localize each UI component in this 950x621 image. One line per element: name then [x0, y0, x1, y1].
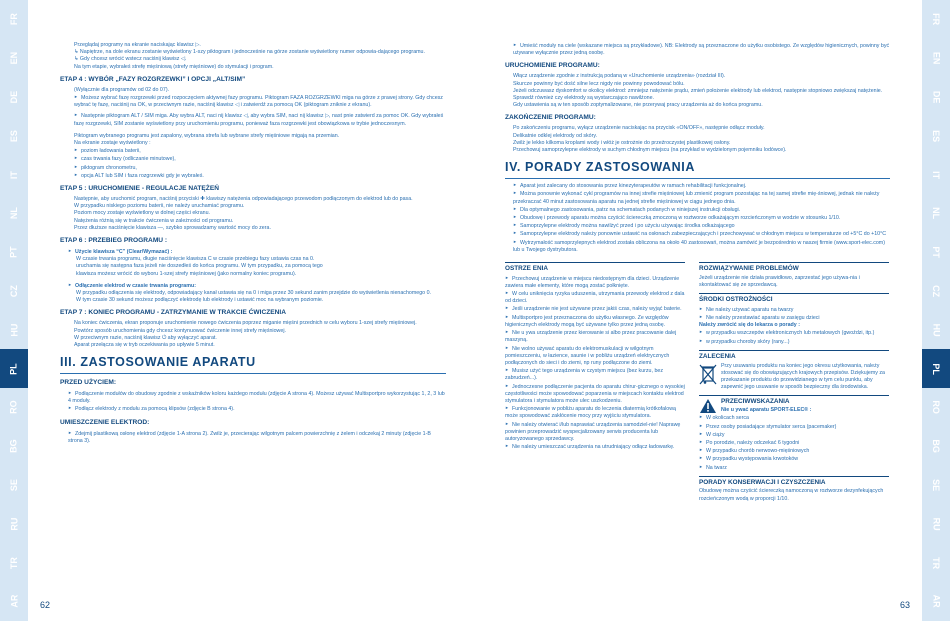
language-tab-tr[interactable]	[922, 543, 950, 582]
list-item: ► Nie należy umieszczać urządzenia na utrudniający odłącz ładowarkę.	[505, 443, 685, 451]
run-heading: URUCHOMIENIE PROGRAMU:	[505, 62, 600, 70]
run-line: Gdy ustawienia są w ten sposób zoptymalizowane, nie przerywaj pracy urządzenia aż do końca programu.	[513, 102, 763, 109]
section4-heading: IV. PORADY ZASTOSOWANIA	[505, 159, 890, 179]
list-item: ► Nie u ywa urządzenie przez kierowanie si albo przez pracowanie dalej maszyną.	[505, 329, 685, 344]
language-tab-label: AR	[8, 595, 19, 609]
language-tab-es[interactable]	[922, 116, 950, 155]
step5-line: W przypadku niskiego poziomu baterii, nie należy uruchamiać programu.	[74, 203, 245, 210]
end-line: Delikatnie odklej elektrody od skóry.	[513, 132, 598, 139]
list-item: ► Aparat jest zalecany do stosowania przez kinezyterapeutów w ramach rehabilitacji funkcjonalnej.	[513, 182, 890, 190]
end-line: Po zakończeniu programu, wyłącz urządzenie naciskając na przycisk «ON/OFF», następnie odłącz moduły.	[513, 125, 765, 132]
language-tab-es[interactable]	[0, 116, 28, 155]
language-tab-label: BG	[931, 439, 942, 454]
list-item: ► Funkcjonowanie w pobliżu aparatu do leczenia diatermią krótkofalową może spowodować zakłócenie mocy przy wyjściu stymulatora.	[505, 405, 685, 420]
list-item: ► Nie wolno używać aparatu do elektromuskulacji w wilgotnym pomieszczeniu, w łazience, saunie i w pobliżu urządzeń elektrycznych podłączonych do sieci i do ziemi, np runy podłączone do ziemi.	[505, 345, 685, 368]
step7-line: Na koniec ćwiczenia, ekran proponuje uruchomienie nowego ćwiczenia poprzez miganie mięśni przednich w celu wyboru 1-szej strefy mięśniowej.	[74, 320, 417, 327]
intro-line: Przeglądaj programy na ekranie naciskając klawisz ▷.	[74, 42, 201, 48]
step6-subheading: ► Odłączenie elektrod w czasie trwania programu:	[68, 282, 446, 290]
list-item: ► Podłącz elektrody z modułu za pomocą klipsów (zdjęcie B strona 4).	[68, 405, 446, 413]
info-column	[699, 258, 889, 503]
language-tab-cz[interactable]	[922, 272, 950, 311]
language-tab-fr[interactable]	[922, 0, 950, 39]
list-item: ► poziom ładowania baterii,	[74, 147, 446, 155]
list-item: ► W przypadku chorób nerwowo-mięśniowych	[699, 447, 889, 455]
list-item: ► w przypadku wszczepów elektronicznych lub metalowych (gwoździ, itp.)	[699, 329, 889, 337]
list-item: ► Wytrzymałość samoprzylepnych elektrod została obliczona na około 40 zastosowań, można zamówić je bezpośrednio w naszej firmie (www.sport-elec.com) lub u Twojego dystrybutora.	[513, 239, 890, 254]
language-tab-label: HU	[931, 323, 942, 337]
language-tab-se[interactable]	[0, 466, 28, 505]
step4-paragraph: ► Następnie piktogram ALT / SIM miga. Aby wybra ALT, naci nij klawisz ◁, aby wybra SIM, naci nij klawisz ▷, nast pnie zatwierd za pomoc OK. Gdy wybrałeś fazę rozgrzewki, SIM zostanie wyświetlony przy uruchomieniu programu, ponieważ faza rozgrzewki jest obowiązkowa w trybie jednoczesnym.	[74, 112, 446, 127]
step4-paragraph: ► Możesz wybrać fazę rozgrzewki przed rozpoczęciem aktywnej fazy programu. Piktogram FAZA ROZGRZEWKI miga na górze z prawej strony. Gdy chcesz wybrać tę fazę, naciśnij na OK, w przeciwnym razie, naciśnij klawisz ◁ i zatwierdź za pomocą OK (piktogram zniknie z ekranu).	[74, 94, 446, 109]
language-tab-se[interactable]	[922, 466, 950, 505]
intro-line: ↳ Napiętrze, na dole ekranu zostanie wyświetlony 1-szy piktogram i jednocześnie na górze zostanie wyświetlony numer odpowia-dającego programu.	[74, 49, 425, 56]
language-tab-label: RU	[8, 517, 19, 531]
language-tab-label: PT	[931, 246, 942, 259]
step6-subheading: ► Użycie klawisza “C” (Clear/Wymazać) :	[68, 248, 446, 256]
page-number-right: 63	[899, 599, 910, 610]
language-tab-label: TR	[931, 556, 942, 569]
language-tab-label: NL	[931, 207, 942, 220]
list-item: ► Obudowę i przewody aparatu można czyścić ściereczką zmoczoną w roztworze odkażającym rozcieńczonym w wodzie w stosunku 1/10.	[513, 214, 890, 222]
intro-line: ↳ Gdy chcesz wrócić wstecz naciśnij klawisz ◁.	[74, 56, 187, 63]
language-tab-label: AR	[931, 595, 942, 609]
language-tab-label: IT	[8, 170, 19, 179]
wheelie-bin-crossed-icon	[699, 363, 717, 385]
list-item: ► Jeśli urządzenie nie jest używane przez jakiś czas, należy wyjąć baterie.	[505, 305, 685, 313]
language-tab-pt[interactable]	[922, 233, 950, 272]
language-tab-ar[interactable]	[0, 582, 28, 621]
list-item: ► Umieść moduły na ciele (wskazane miejsca są przykładowe). NB: Elektrody są przeznaczone do użytku osobistego. Ze względów higienicznych, powinny być używane wyłącznie przez jedną osobę.	[513, 42, 890, 57]
step7-line: Powtórz sposób uruchomienia gdy chcesz kontynuować ćwiczenie innej strefy mięśniowej.	[74, 327, 286, 334]
language-tab-label: ES	[931, 129, 942, 142]
list-item: ► Dla optymalnego zastosowania, patrz na schematach podanych w niniejszej instrukcji obsługi.	[513, 206, 890, 214]
list-item: ► W ciąży	[699, 431, 889, 439]
contra-subheading: Nie u ywać aparatu SPORT-ELEC® :	[721, 407, 812, 414]
language-tab-pl[interactable]	[0, 349, 28, 388]
list-item: ► W okolicach serca	[699, 414, 889, 422]
language-tab-label: DE	[8, 90, 19, 104]
warning-icon	[699, 398, 717, 414]
language-tab-label: EN	[8, 51, 19, 65]
language-tab-cz[interactable]	[0, 272, 28, 311]
prep-heading: PRZED UŻYCIEM:	[60, 379, 117, 387]
language-tab-label: SE	[8, 479, 19, 492]
language-tab-pl[interactable]	[922, 349, 950, 388]
language-tab-label: HU	[8, 323, 19, 337]
list-item: ► Przechowuj urządzenie w miejscu niedostępnym dla dzieci. Urządzenie zawiera małe elementy, które mogą zostać połknięte.	[505, 275, 685, 290]
language-tab-ro[interactable]	[922, 388, 950, 427]
list-item: ► W przypadku występowania krwotoków	[699, 455, 889, 463]
language-tab-pt[interactable]	[0, 233, 28, 272]
storage-heading: PORADY KONSERWACJI I CZYSZCZENIA	[699, 476, 889, 488]
right-page-content	[505, 42, 890, 503]
language-tab-it[interactable]	[922, 155, 950, 194]
language-tab-label: PT	[8, 246, 19, 259]
step5-line: Natężenia różnią się w trakcie ćwiczenia w zależności od programu.	[74, 217, 234, 224]
caution-heading: OSTRZE ENIA	[505, 262, 685, 274]
list-item: ► Przez osoby posiadające stymulator serca (pacemaker)	[699, 423, 889, 431]
language-tab-label: RO	[931, 400, 942, 415]
step7-heading: ETAP 7 : KONIEC PROGRAMU - ZATRZYMANIE W TRAKCIE ĆWICZENIA	[60, 309, 287, 317]
end-line: Zwilż je lekko kilkoma kroplami wody i włóż je ostrożnie do przeźroczystej plastikowej osłony.	[513, 139, 731, 146]
language-tab-nl[interactable]	[0, 194, 28, 233]
step5-heading: ETAP 5 : URUCHOMIENIE - REGULACJE NATĘŻEŃ	[60, 185, 219, 192]
precaution-heading: ŚRODKI OSTROŻNOŚCI	[699, 293, 889, 305]
language-tab-label: DE	[931, 90, 942, 104]
list-item: ► Nie należy używać aparatu na twarzy	[699, 306, 889, 314]
language-tab-label: BG	[8, 439, 19, 454]
left-page-content	[60, 42, 446, 445]
end-line: Przechowuj samoprzylepne elektrody w suchym chłodnym miejscu (na przykład w wydzielonym pojemniku lodówce).	[513, 146, 787, 153]
step5-line: Następnie, aby uruchomić program, naciśnij przyciski ✚ klawiszy natężenia odpowiadającego przewodom podłączonym do elektrod lub do pasa.	[74, 195, 413, 202]
list-item: ► w przypadku choroby skóry (rany...)	[699, 338, 889, 346]
language-tab-en[interactable]	[0, 39, 28, 78]
language-tab-label: CZ	[931, 285, 942, 298]
step7-line: Aparat przełącza się w tryb oczekiwania po upływie 5 minut.	[74, 341, 215, 348]
list-item: ► opcja ALT lub SIM i faza rozgrzewki gdy je wybrałeś.	[74, 172, 446, 180]
step7-line: W przeciwnym razie, naciśnij klawisz ⏻ aby wyłączyć aparat.	[74, 334, 217, 341]
language-tab-de[interactable]	[922, 78, 950, 117]
language-tab-label: FR	[931, 13, 942, 26]
list-item: ► czas trwania fazy (odliczanie minutowe),	[74, 155, 446, 163]
end-heading: ZAKOŃCZENIE PROGRAMU:	[505, 114, 596, 122]
run-line: Jeżeli odczuwasz dyskomfort w okolicy elektrod: zmniejsz natężenie prądu, zmień położenie elektrody lub elektrod, następnie stopniowo zwiększaj natężenie. Sprawdź również czy elektrody są wystarczająco nawilżone.	[513, 87, 883, 101]
language-tab-label: FR	[8, 13, 19, 26]
page-number-left: 62	[40, 599, 51, 610]
language-tab-ar[interactable]	[922, 582, 950, 621]
language-tab-label: PL	[8, 362, 19, 375]
electrode-heading: UMIESZCZENIE ELEKTROD:	[60, 418, 150, 426]
list-item: ► Musisz użyć tego urządzenia w czystym miejscu (bez kurzu, bez zabrudzeń...).	[505, 367, 685, 382]
language-tab-bg[interactable]	[0, 427, 28, 466]
run-line: Skurcze powinny być dość silne lecz nigdy nie powinny powodować bólu.	[513, 80, 685, 87]
list-item: ► Multisportpro jest przeznaczona do użytku własnego. Ze względów higienicznych elektrody mogą być używane tylko przez jedną osobę.	[505, 314, 685, 329]
language-tab-label: SE	[931, 479, 942, 492]
step4-note: (Wyłącznie dla programów od 02 do 07).	[74, 86, 170, 93]
list-item: ► Na twarz	[699, 464, 889, 472]
language-tab-label: ES	[8, 129, 19, 142]
step6-line: W przypadku odłączenia się elektrody, odpowiadający kanał ustawia się na 0 i miga przez 30 sekund zanim przejdzie do wyświetlenia nienachomego 0.	[76, 289, 431, 296]
language-tab-label: PL	[931, 362, 942, 375]
run-line: Włącz urządzenie zgodnie z instrukcją podaną w «Uruchomienie urządzenia» (rozdział III).	[513, 73, 726, 80]
contra-block	[699, 395, 889, 414]
list-item: ► Jednoczesne podłączenie pacjenta do aparatu chirur-gicznego o wysokiej częstotliwości może spowodować poparzenia w miejscach kontaktu elektrod stymulatora i stymulatora może ulec uszkodzeniu.	[505, 383, 685, 406]
list-item: ► W celu uniknięcia ryzyka uduszenia, utrzymania przewody elektrod z dala od dzieci.	[505, 290, 685, 305]
recommend-text: Jeżeli urządzenie nie działa prawidłowo, zaprzestać jego używa-nia i skontaktować się ze sprzedawcą.	[699, 274, 860, 288]
language-tab-bg[interactable]	[922, 427, 950, 466]
language-tab-de[interactable]	[0, 78, 28, 117]
language-tab-ru[interactable]	[0, 505, 28, 544]
language-tab-label: RU	[931, 517, 942, 531]
consult-heading: Należy zwrócić się do lekarza o porady :	[699, 322, 800, 329]
contra-heading: PRZECIWWSKAZANIA	[721, 398, 790, 406]
list-item: ► Samoprzylepne elektrody można nawilżyć przed i po użyciu używając środka odkażającego	[513, 222, 890, 230]
intro-line: Na tym etapie, wybrałeś strefę mięśniową (strefy mięśniowe) do stymulacji i program.	[74, 63, 274, 70]
caution-column	[505, 258, 685, 503]
list-item: ► Nie należy otwierać i/lub naprawiać urządzenia samodziel-nie! Naprawę powinien przeprowadzić wyspecjalizowany serwis producenta lub autoryzowanego sprzedawcy.	[505, 421, 685, 444]
language-tabs-right	[922, 0, 950, 621]
list-item: ► Podłączenie modułów do obudowy zgodnie z wskaźników koloru każdego modułu (zdjęcie A strona 4). Możesz używać Multisportpro wykorzystując 1, 2, 3 lub 4 moduły.	[68, 390, 446, 405]
language-tab-it[interactable]	[0, 155, 28, 194]
language-tab-label: NL	[8, 207, 19, 220]
language-tab-tr[interactable]	[0, 543, 28, 582]
language-tab-hu[interactable]	[922, 311, 950, 350]
list-item: ► piktogram chronometru,	[74, 164, 446, 172]
recycle-block	[699, 363, 889, 392]
recycle-text: Przy usuwaniu produktu na koniec jego okresu użytkowania, należy stosować się do obowiązujących krajowych przepisów. Dziękujemy za przekazanie produktu do przewidzianego w tym celu punktu, aby zapewnić jego usuwanie w sposób bezpieczny dla środowiska.	[721, 362, 885, 391]
language-tab-label: CZ	[8, 285, 19, 298]
step4-paragraph: Piktogram wybranego programu jest zapalony, wybrana strefa lub wybrane strefy mięśniowe migają na przemian.	[74, 132, 340, 139]
language-tab-nl[interactable]	[922, 194, 950, 233]
language-tab-ru[interactable]	[922, 505, 950, 544]
step6-line: uruchamia się następna faza jeżeli nie doszedłeś do końca programu. W tym przypadku, za pomocą tego	[76, 263, 323, 270]
language-tabs-left	[0, 0, 28, 621]
step5-line: Przez dłuższe naciśnięcie klawisza —, szybko sprowadzamy wartość mocy do zera.	[74, 224, 271, 231]
list-item: ► Nie należy przestawiać aparatu w zasięgu dzieci	[699, 314, 889, 322]
language-tab-label: EN	[931, 51, 942, 65]
storage-text: Obudowę można czyścić ściereczką namoczoną w roztworze dezynfekujących rozcieńczonym wodą w proporcji 1/10.	[699, 488, 884, 502]
language-tab-label: RO	[8, 400, 19, 415]
list-item: ► Po porodzie, należy odczekać 6 tygodni	[699, 439, 889, 447]
recycle-heading: ZALECENIA	[699, 350, 889, 362]
step6-heading: ETAP 6 : PRZEBIEG PROGRAMU :	[60, 236, 168, 244]
language-tab-label: IT	[931, 170, 942, 179]
section3-heading: III. ZASTOSOWANIE APARATU	[60, 354, 446, 374]
step5-line: Poziom mocy zostaje wyświetlony w dolnej części ekranu.	[74, 210, 211, 217]
language-tab-label: TR	[8, 556, 19, 569]
step4-heading: ETAP 4 : WYBÓR „FAZY ROZGRZEWKI” I OPCJI „ALT/SIM”	[60, 75, 246, 83]
recommend-heading: ROZWIĄZYWANIE PROBLEMÓW	[699, 262, 889, 274]
step6-line: W tym czasie 30 sekund możesz podłączyć elektrodę lub elektrody i ustawić moc na wybranym poziomie.	[76, 297, 324, 304]
language-tab-hu[interactable]	[0, 311, 28, 350]
step6-line: klawisza możesz wrócić do wyboru 1-szej strefy mięśniowej (jako normalny koniec programu).	[76, 270, 297, 277]
language-tab-fr[interactable]	[0, 0, 28, 39]
language-tab-en[interactable]	[922, 39, 950, 78]
list-item: ► Zdejmij plastikową osłonę elektrod (zdjęcie 1-A strona 2). Zwilż je, przecierając wilgotnym palcem powierzchnię z żelem i odczekaj 2 minuty (zdjęcie 1-B strona 3).	[68, 430, 446, 445]
step6-line: W czasie trwania programu, długie naciśnięcie klawisza C w czasie przebiegu fazy ustawia czas na 0.	[76, 256, 315, 263]
list-item: ► Samoprzylepne elektrody należy ponownie ustawić na osłonach zabezpieczających i przechowywać w chłodnym miejscu w temperaturze od +5°C do +10°C	[513, 230, 890, 238]
list-item: ► Można ponownie wykonać cykl programów na innej strefie mięśniowej lub zmienić program pozostając na tej samej strefie mię-śniowej, jednak nie należy przekraczać 40 minut zastosowania aparatu na jednej strefie mięśniowej w ciągu jednego dnia.	[513, 190, 890, 205]
language-tab-ro[interactable]	[0, 388, 28, 427]
step4-paragraph: Na ekranie zostaje wyświetlony :	[74, 139, 151, 146]
